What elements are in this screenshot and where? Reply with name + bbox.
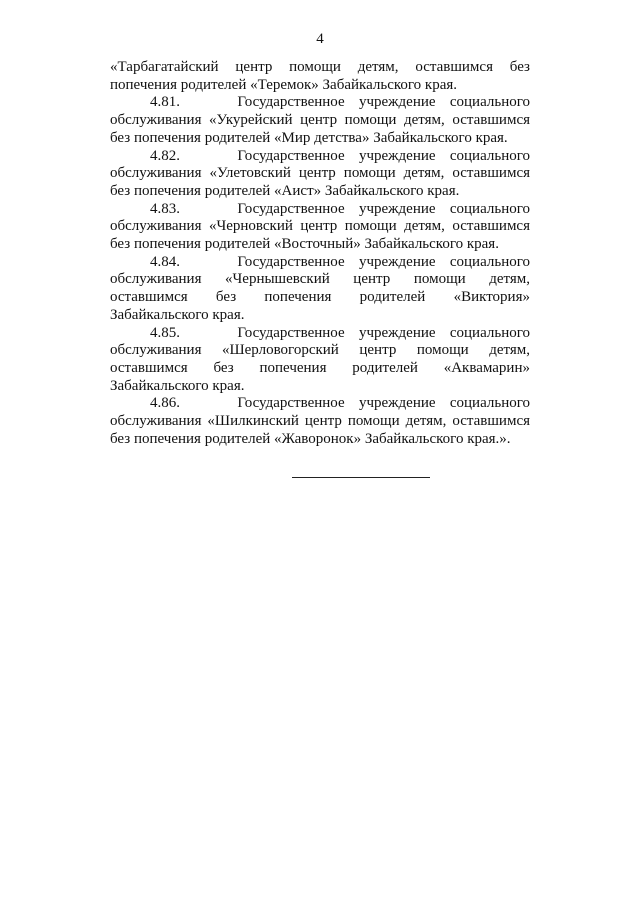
item-number: 4.84.	[150, 253, 180, 270]
item-number: 4.81.	[150, 94, 180, 111]
continuation-paragraph: «Тарбагатайский центр помощи детям, оставшимся без попечения родителей «Теремок» Забайкальского края.	[110, 59, 530, 93]
item-number: 4.82.	[150, 147, 180, 164]
item-text: Государственное учреждение социального обслуживания «Укурейский центр помощи детям, оставшимся без попечения родителей «Мир детства» Забайкальского края.	[110, 94, 531, 146]
item-text: Государственное учреждение социального обслуживания «Чернышевский центр помощи детям, оставшимся без попечения родителей «Виктория» Забайкальского края.	[110, 253, 531, 323]
list-item-4-82	[110, 148, 530, 201]
list-item-4-84	[110, 254, 530, 325]
item-number: 4.86.	[150, 395, 180, 412]
document-body	[110, 59, 530, 448]
item-text: Государственное учреждение социального обслуживания «Черновский центр помощи детям, оставшимся без попечения родителей «Восточный» Забайкальского края.	[110, 200, 531, 253]
list-item-4-86	[110, 395, 530, 448]
item-number: 4.85.	[150, 324, 180, 341]
end-of-document-rule	[292, 477, 430, 478]
item-text: Государственное учреждение социального обслуживания «Шерловогорский центр помощи детям, оставшимся без попечения родителей «Аквамарин» Забайкальского края.	[110, 324, 531, 394]
list-item-4-81	[110, 94, 530, 147]
item-number: 4.83.	[150, 200, 180, 217]
list-item-4-83	[110, 201, 530, 254]
item-text: Государственное учреждение социального обслуживания «Улетовский центр помощи детям, оставшимся без попечения родителей «Аист» Забайкальского края.	[110, 147, 531, 199]
page-number: 4	[316, 31, 324, 47]
list-item-4-85	[110, 325, 530, 396]
item-text: Государственное учреждение социального обслуживания «Шилкинский центр помощи детям, оставшимся без попечения родителей «Жаворонок» Забайкальского края.».	[110, 395, 531, 447]
